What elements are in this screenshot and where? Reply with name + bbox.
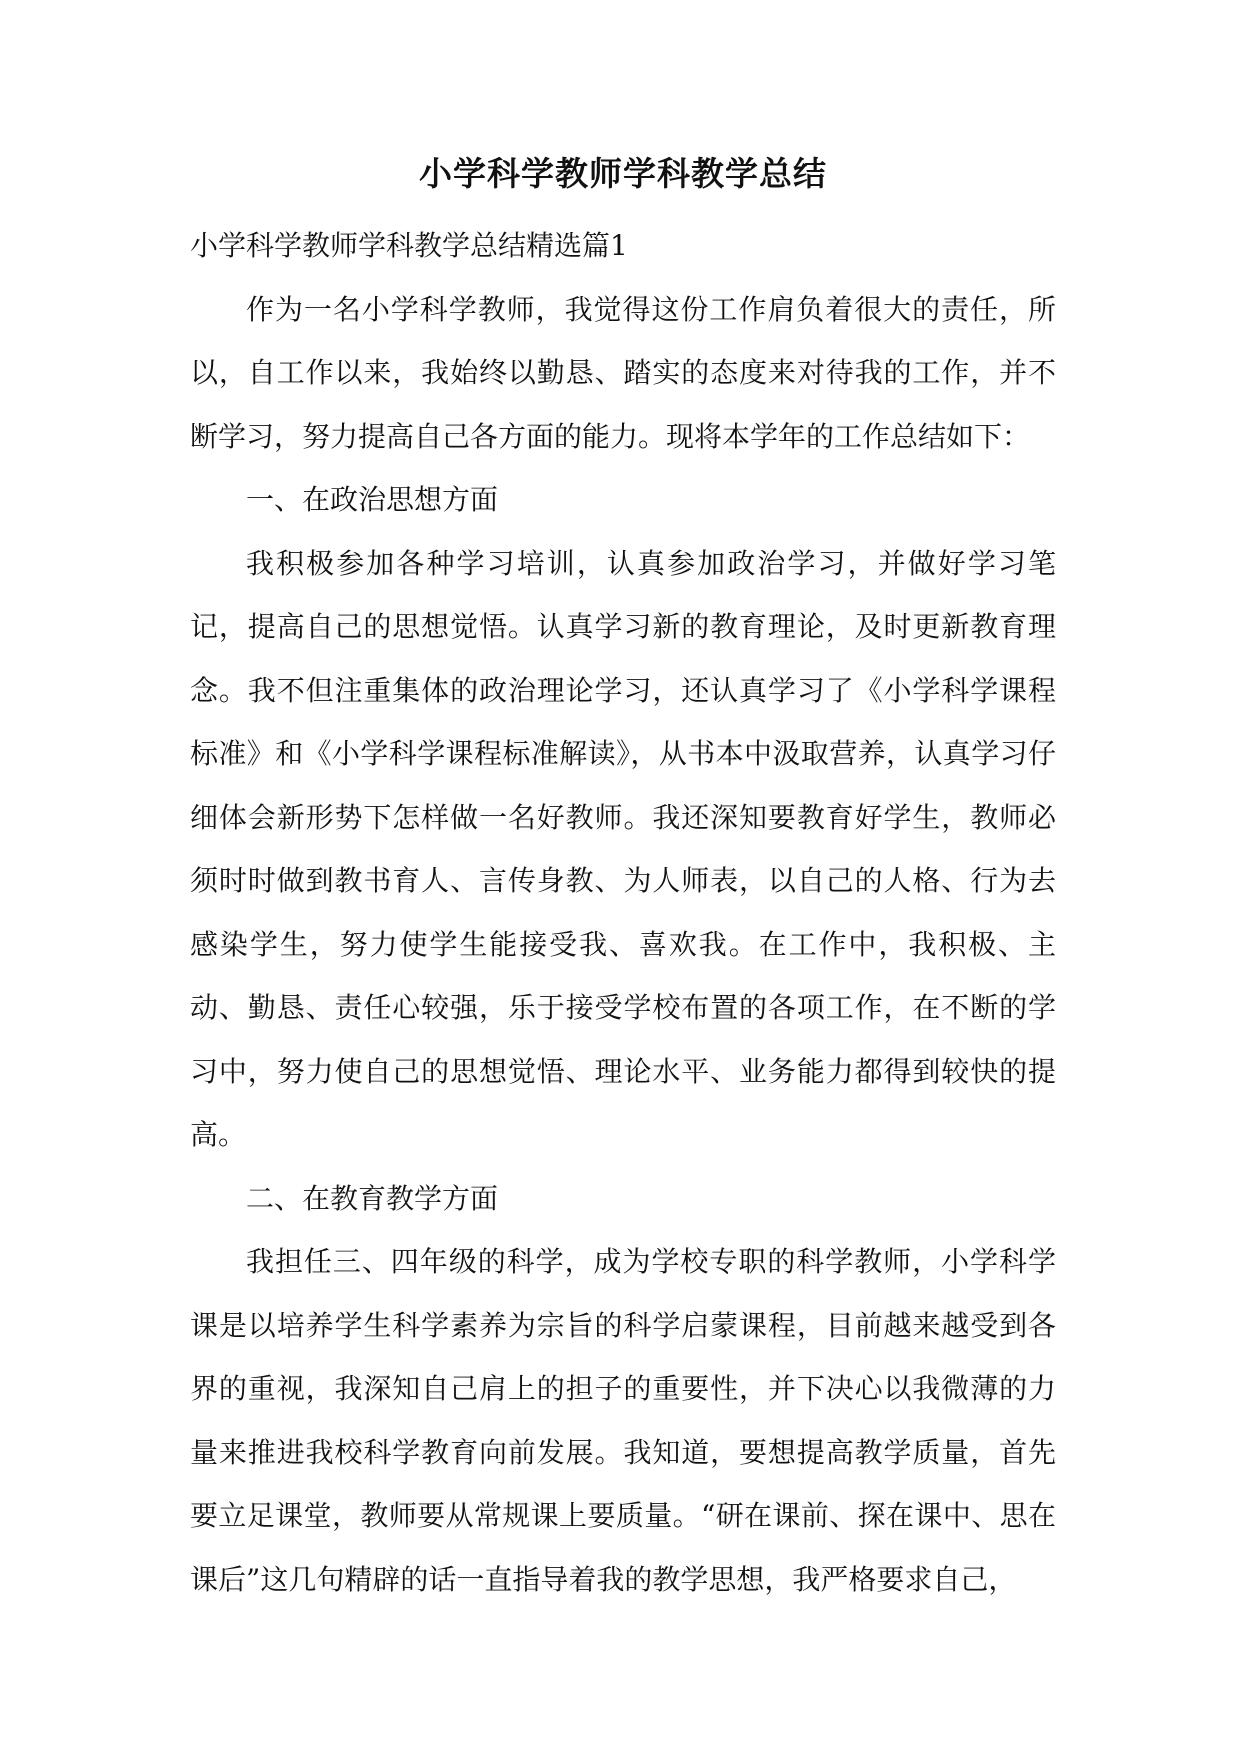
paragraph-politics: 我积极参加各种学习培训，认真参加政治学习，并做好学习笔记，提高自己的思想觉悟。认真学习新的教育理论，及时更新教育理念。我不但注重集体的政治理论学习，还认真学习了《小学科学课程标准》和《小学科学课程标准解读》，从书本中汲取营养，认真学习仔细体会新形势下怎样做一名好教师。我还深知要教育好学生，教师必须时时做到教书育人、言传身教、为人师表，以自己的人格、行为去感染学生，努力使学生能接受我、喜欢我。在工作中，我积极、主动、勤恳、责任心较强，乐于接受学校布置的各项工作，在不断的学习中，努力使自己的思想觉悟、理论水平、业务能力都得到较快的提高。 bbox=[190, 546, 1056, 1151]
document-title: 小学科学教师学科教学总结 bbox=[419, 154, 827, 193]
paragraph-intro: 作为一名小学科学教师，我觉得这份工作肩负着很大的责任，所以，自工作以来，我始终以勤恳、踏实的态度来对待我的工作，并不断学习，努力提高自己各方面的能力。现将本学年的工作总结如下： bbox=[190, 292, 1056, 453]
document-subtitle: 小学科学教师学科教学总结精选篇1 bbox=[190, 229, 628, 262]
section-heading-teaching: 二、在教育教学方面 bbox=[246, 1181, 499, 1215]
document-body bbox=[190, 150, 1056, 1611]
paragraph-teaching: 我担任三、四年级的科学，成为学校专职的科学教师，小学科学课是以培养学生科学素养为宗旨的科学启蒙课程，目前越来越受到各界的重视，我深知自己肩上的担子的重要性，并下决心以我微薄的力量来推进我校科学教育向前发展。我知道，要想提高教学质量，首先要立足课堂，教师要从常规课上要质量。“研在课前、探在课中、思在课后”这几句精辟的话一直指导着我的教学思想，我严格要求自己， bbox=[190, 1245, 1056, 1596]
section-heading-politics: 一、在政治思想方面 bbox=[246, 483, 499, 516]
